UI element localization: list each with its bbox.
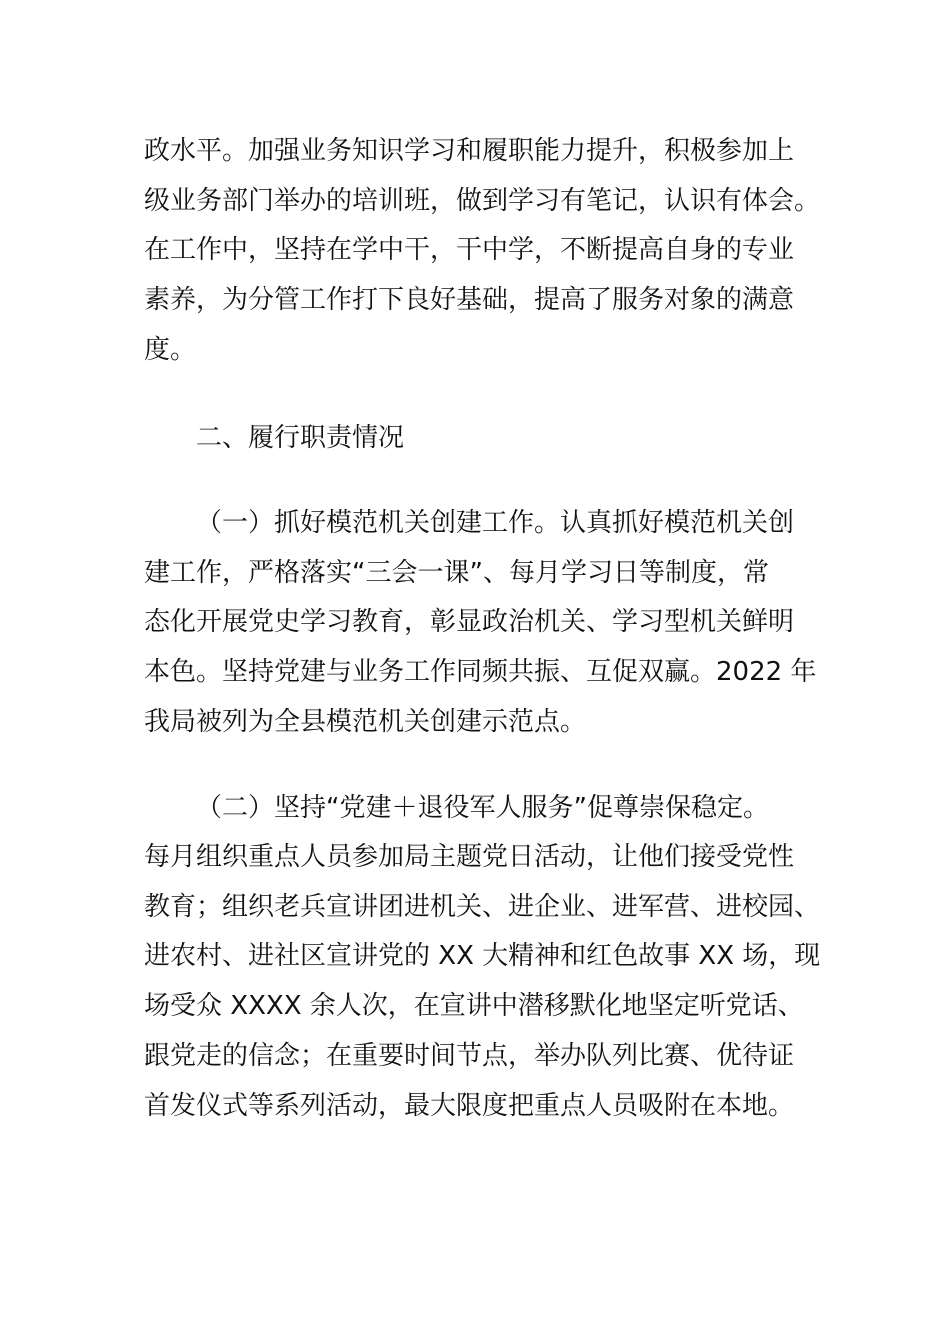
section-heading: 二、履行职责情况 (196, 423, 405, 453)
paragraph-1-line-2: 级业务部门举办的培训班，做到学习有笔记，认识有体会。 (144, 186, 821, 216)
paragraph-3-line-3: 教育；组织老兵宣讲团进机关、进企业、进军营、进校园、 (144, 892, 821, 922)
paragraph-1-line-1: 政水平。加强业务知识学习和履职能力提升，积极参加上 (144, 136, 795, 166)
paragraph-3-line-1: （二）坚持“党建＋退役军人服务”促尊崇保稳定。 (196, 793, 769, 823)
paragraph-3-line-5: 场受众 XXXX 余人次，在宣讲中潜移默化地坚定听党话、 (144, 991, 804, 1021)
paragraph-2-line-1: （一）抓好模范机关创建工作。认真抓好模范机关创 (196, 508, 795, 538)
paragraph-3-line-2: 每月组织重点人员参加局主题党日活动，让他们接受党性 (144, 842, 795, 872)
paragraph-2-line-2: 建工作，严格落实“三会一课”、每月学习日等制度，常 (144, 558, 769, 588)
paragraph-3-line-7: 首发仪式等系列活动，最大限度把重点人员吸附在本地。 (144, 1091, 795, 1121)
paragraph-1-line-3: 在工作中，坚持在学中干，干中学，不断提高自身的专业 (144, 235, 795, 265)
paragraph-2-line-4: 本色。坚持党建与业务工作同频共振、互促双赢。2022 年 (144, 657, 817, 687)
paragraph-3-line-4: 进农村、进社区宣讲党的 XX 大精神和红色故事 XX 场，现 (144, 941, 821, 971)
paragraph-2-line-5: 我局被列为全县模范机关创建示范点。 (144, 707, 587, 737)
paragraph-1-line-4: 素养，为分管工作打下良好基础，提高了服务对象的满意 (144, 285, 795, 315)
paragraph-2-line-3: 态化开展党史学习教育，彰显政治机关、学习型机关鲜明 (144, 607, 795, 637)
paragraph-1-line-5: 度。 (144, 335, 197, 365)
paragraph-3-line-6: 跟党走的信念；在重要时间节点，举办队列比赛、优待证 (144, 1041, 795, 1071)
